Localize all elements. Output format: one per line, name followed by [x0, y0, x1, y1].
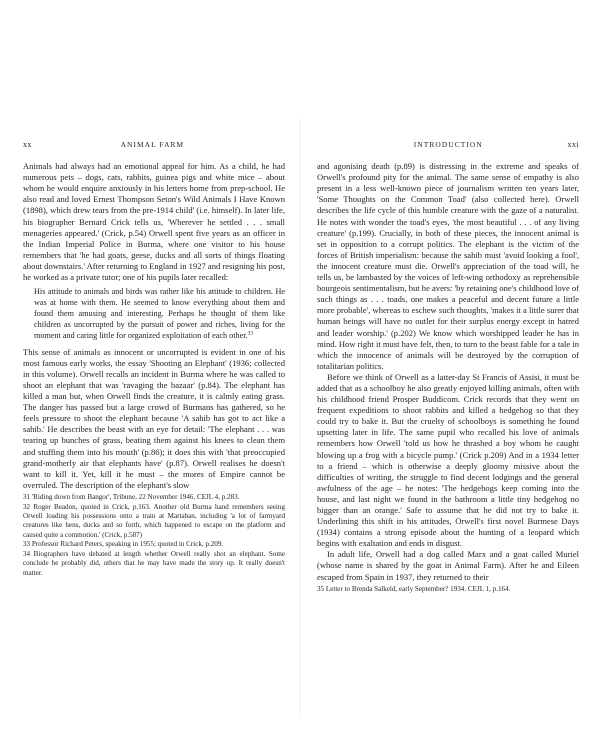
left-paragraph-2 — [23, 347, 285, 491]
right-folio: xxi — [567, 140, 579, 149]
right-page — [317, 139, 579, 594]
right-paragraph-2 — [317, 372, 579, 550]
pupil-quote-text: His attitude to animals and birds was rather like his attitude to children. He was at home with them. He seemed to know everything about them and found them amusing and interesting. Perhaps he thought of them like children as uncorrupted by the pursuit of power and riches, living for the moment and caring little for organized exploitation of each other. — [34, 287, 285, 340]
right-running-title: INTRODUCTION — [413, 140, 483, 149]
right-paragraph-2-text: Before we think of Orwell as a latter-day St Francis of Assisi, it must be added that as a schoolboy he also greatly enjoyed killing animals, often with his childhood friend Prosper Buddicom. Crick records that they went on frequent expeditions to shoot rabbits and killed a hedgehog so that they could try to bake it. But the cruelty of schoolboys is something he found upsetting later in life. The same pupil who recalled his love of animals remembers how Orwell 'told us how he thrashed a boy whom he caught blowing up a frog with a bicycle pump.' (Crick p.209) And in a 1934 letter to a friend – which is otherwise a deeply gloomy missive about the difficulties of writing, the struggle to find decent lodgings and the general awfulness of the age – he notes: 'The hedgehogs keep coming into the house, and last night we found in the bathroom a little tiny hedgehog no bigger than an orange.' Safe to assume that he did not try to bake it. Underlining this shift in his attitudes, Orwell's first novel Burmese Days (1934) contains a strong episode about the hunting of a leopard which begins with exaltation and ends in disgust. — [317, 371, 579, 549]
left-folio: xx — [23, 140, 32, 149]
footnote-31: 31 'Riding down from Bangor', Tribune, 22 November 1946. CEJL 4, p.283. — [23, 492, 240, 501]
right-paragraph-3: In adult life, Orwell had a dog called Marx and a goat called Muriel (whose name is shared by the goat in Animal Farm). After he and Eileen escaped from Spain in 1937, they returned to their — [317, 549, 579, 582]
left-paragraph-2-text: This sense of animals as innocent or uncorrupted is evident in one of his most famous early works, the essay 'Shooting an Elephant' (1936; collected in this volume). Orwell recalls an incident in Burma where he was called to shoot an elephant that was 'ravaging the bazaar' (p.84). The elephant has killed a man but, when Orwell finds the creature, it is calmly eating grass. The danger has passed but a large crowd of Burmans has gathered, so he feels pressure to shoot the elephant because 'A sahib has got to act like a sahib.' He describes the beast with an eye for detail: 'The elephant . . . was tearing up bunches of grass, beating them against his knees to clean them and stuffing them into his mouth' (p.86); it does this with 'that preoccupied grand-motherly air that elephants have' (p.87). Orwell realises he doesn't want to kill it. Yet, kill it he must – the mores of Empire cannot be overruled. The description of the elephant's slow — [23, 346, 285, 490]
footnote-33: 33 Professor Richard Peters, speaking in 1955; quoted in Crick, p.209. — [23, 540, 224, 549]
left-paragraph-1 — [23, 161, 285, 283]
footnote-34: 34 Biographers have debated at length whether Orwell really shot an elephant. Some conclude he probably did, others that he may have made the story up. It really doesn't matter. — [23, 550, 285, 577]
page-gutter — [299, 118, 301, 718]
left-running-head — [23, 139, 285, 150]
footnote-35: 35 Letter to Brenda Salkeld, early September? 1934. CEJL 1, p.164. — [317, 584, 511, 593]
left-page — [23, 139, 285, 579]
right-running-head — [317, 139, 579, 150]
left-footnotes — [23, 493, 285, 578]
pupil-quote — [34, 287, 285, 342]
left-running-title: ANIMAL FARM — [120, 140, 185, 149]
footnote-ref-33: 33 — [247, 330, 254, 337]
footnote-32: 32 Roger Beadon, quoted in Crick, p.163. Another old Burma hand remembers seeing Orwell loading his possessions onto a train at Martaban, including 'a lot of farmyard creatures like hens, ducks and so forth, which happened to escape on the platform and caused quite a commotion.' (Crick, p.587) — [23, 502, 285, 539]
left-paragraph-1-text: Animals had always had an emotional appeal for him. As a child, he had numerous pets – dogs, cats, rabbits, guinea pigs and white mice – about whom he would enquire anxiously in his letters home from prep-school. He also read and loved Ernest Thompson Seton's Wild Animals I Have Known (1898), which drew tears from the pre-1914 child' (i.e. himself). In later life, his biographer Bernard Crick tells us, 'Wherever he settled . . . small menageries appeared.' (Crick, p.54) Orwell spent five years as an officer in the Indian Imperial Police in Burma, where one visitor to his house remembers that 'he had goats, geese, ducks and all sorts of things floating about downstairs.' After returning to England in 1927 and resigning his post, he worked as a private tutor; one of his pupils later recalled: — [23, 161, 285, 283]
right-paragraph-1: and agonising death (p.89) is distressing in the extreme and speaks of Orwell's profound pity for the animal. The same sense of empathy is also present in a less well-known piece of journalism written ten years later, 'Some Thoughts on the Common Toad' (also collected here). Orwell describes the life cycle of this humble creature with the gaze of a naturalist. He notes with wonder the toad's eyes, 'the most beautiful . . . of any living creature' (p.199). Crucially, in both of these pieces, the innocent animal is set in opposition to a corrupt politics. The elephant is the victim of the forces of British imperialism: because the sahib must 'avoid looking a fool', the innocent creature must die. Orwell's appreciation of the toad will, he tells us, be lambasted by the voices of left-wing orthodoxy as reprehensible bourgeois sentimentalism, but he avers: 'by retaining one's childhood love of such things as . . . toads, one makes a peaceful and decent future a little more probable', whereas to eschew such thoughts, 'makes it a little surer that human beings will have no outlet for their surplus energy except in hatred and leader worship.' (p.202) We know which worshipped leader he has in mind. How right it must have felt, then, to turn to the beast fable for a tale in which the innocence of animals will be destroyed by the corruption of totalitarian politics. — [317, 161, 579, 371]
